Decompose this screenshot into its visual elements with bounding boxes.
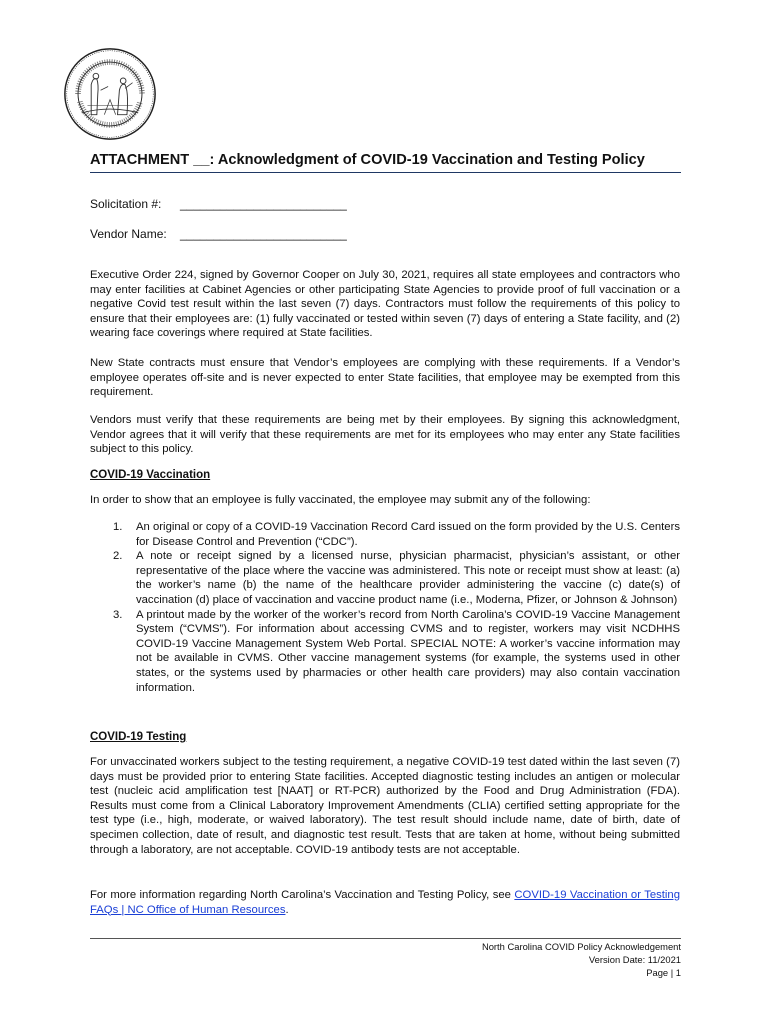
vendor-name-field	[90, 227, 347, 241]
intro-paragraph-2: New State contracts must ensure that Vendor’s employees are complying with these requirements. If a Vendor’s employee operates off-site and is never expected to enter State facilities, that employee may be exempted from this requirement.	[90, 357, 680, 399]
footer-version: Version Date: 11/2021	[588, 953, 681, 965]
more-info-paragraph	[90, 888, 680, 917]
testing-heading: COVID-19 Testing	[90, 731, 187, 743]
document-title: ATTACHMENT __: Acknowledgment of COVID-19 Vaccination and Testing Policy	[90, 152, 681, 173]
vendor-name-blank: _________________________	[180, 227, 347, 241]
vaccination-list	[90, 520, 680, 695]
vaccination-intro: In order to show that an employee is fully vaccinated, the employee may submit any of the following:	[90, 494, 591, 506]
solicitation-label: Solicitation #:	[90, 197, 162, 211]
list-item-text: A printout made by the worker of the worker’s record from North Carolina’s COVID-19 Vaccine Management System (“CVMS”). For information about accessing CVMS and to register, workers may visit NCDHHS COVID-19 Vaccine Management System Web Portal. SPECIAL NOTE: A worker’s vaccine information may not be available in CVMS. Other vaccine management systems (for example, the systems used in other states, or the systems used by pharmacies or other health care providers) may also contain vaccination information.	[136, 608, 680, 694]
list-item-number: 3.	[113, 608, 123, 621]
list-item	[90, 608, 680, 696]
list-item	[90, 520, 680, 549]
footer-title: North Carolina COVID Policy Acknowledgement	[481, 941, 681, 952]
state-seal-icon	[63, 47, 157, 141]
footer-divider	[90, 938, 681, 939]
solicitation-blank: _________________________	[180, 197, 347, 211]
faq-link[interactable]: COVID-19 Vaccination or Testing FAQs | NC Office of Human Resources	[90, 889, 680, 916]
intro-paragraph-3: Vendors must verify that these requirements are being met by their employees. By signing this acknowledgment, Vendor agrees that it will verify that these requirements are met for its employees who may enter any State facilities subject to this policy.	[90, 414, 680, 456]
list-item-text: An original or copy of a COVID-19 Vaccination Record Card issued on the form provided by the U.S. Centers for Disease Control and Prevention (“CDC”).	[136, 521, 680, 548]
more-info-prefix: For more information regarding North Carolina’s Vaccination and Testing Policy, see	[90, 889, 515, 901]
list-item	[90, 549, 680, 607]
solicitation-field	[90, 197, 347, 211]
intro-paragraph-1: Executive Order 224, signed by Governor Cooper on July 30, 2021, requires all state employees and contractors who may enter facilities at Cabinet Agencies or other participating State Agencies to provide proof of full vaccination or a negative Covid test result within the last seven (7) days. Contractors must follow the requirements of this policy to ensure that their employees are: (1) fully vaccinated or tested within seven (7) days of entering a State facility, and (2) wearing face coverings where required at State facilities.	[90, 269, 680, 340]
footer-page-number: Page | 1	[646, 966, 681, 978]
footer	[482, 941, 681, 979]
vendor-name-label: Vendor Name:	[90, 227, 167, 241]
list-item-number: 1.	[113, 521, 123, 533]
list-item-number: 2.	[113, 550, 123, 563]
list-item-text: A note or receipt signed by a licensed nurse, physician pharmacist, physician’s assistant, or other representative of the place where the vaccine was administered. This note or receipt must show at least: (a) the worker’s name (b) the name of the healthcare provider administering the vaccine (c) date(s) of vaccination (d) place of vaccination and vaccine product name (i.e., Moderna, Pfizer, or Johnson & Johnson)	[136, 550, 680, 606]
testing-paragraph: For unvaccinated workers subject to the testing requirement, a negative COVID-19 test dated within the last seven (7) days must be provided prior to entering State facilities. Accepted diagnostic testing includes an antigen or molecular test (nucleic acid amplification test [NAAT] or RT-PCR) authorized by the Food and Drug Administration (FDA). Results must come from a Clinical Laboratory Improvement Amendments (CLIA) certified setting appropriate for the test type (i.e., high, moderate, or waived laboratory). The test result should include name, date of birth, date of specimen collection, date of result, and diagnostic test result. Tests that are taken at home, without being submitted through a laboratory, are not acceptable. COVID-19 antibody tests are not acceptable.	[90, 756, 680, 856]
more-info-suffix: .	[285, 903, 289, 916]
vaccination-heading: COVID-19 Vaccination	[90, 469, 211, 481]
